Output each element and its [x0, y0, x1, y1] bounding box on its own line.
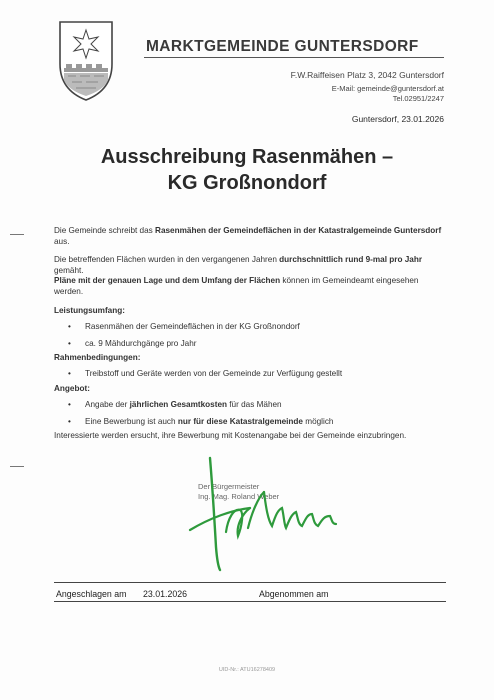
bullet-marker: •	[68, 417, 71, 426]
footer-rule-bottom	[54, 601, 446, 602]
closing-paragraph: Interessierte werden ersucht, ihre Bewerbung mit Kostenangabe bei der Gemeinde einzubringen.	[54, 431, 407, 440]
phone-number: Tel.02951/2247	[392, 94, 444, 103]
bullet-marker: •	[68, 322, 71, 331]
document-date: Guntersdorf, 23.01.2026	[351, 114, 444, 124]
section-heading-offer: Angebot:	[54, 384, 90, 393]
posted-date: 23.01.2026	[143, 589, 188, 599]
offer-item-2: Eine Bewerbung ist auch nur für diese Katastralgemeinde möglich	[85, 417, 334, 426]
municipal-crest-logo	[54, 18, 118, 102]
document-title-line-2: KG Großnondorf	[167, 172, 327, 194]
bullet-marker: •	[68, 369, 71, 378]
offer-item-1: Angabe der jährlichen Gesamtkosten für das Mähen	[85, 400, 282, 409]
scope-item-2: ca. 9 Mähdurchgänge pro Jahr	[85, 339, 197, 348]
history-paragraph: Die betreffenden Flächen wurden in den vergangenen Jahren durchschnittlich rund 9-mal pro Jahr gemäht. Pläne mit der genauen Lage und dem Umfang der Flächen können im Gemeindeamt eingesehen werden.	[54, 255, 423, 296]
bullet-marker: •	[68, 339, 71, 348]
uid-number: UID-Nr.: ATU16278409	[218, 667, 276, 673]
intro-paragraph: Die Gemeinde schreibt das Rasenmähen der Gemeindeflächen in der Katastralgemeinde Guntersdorf aus.	[54, 226, 442, 246]
signatory-name: Ing. Mag. Roland Weber	[198, 492, 280, 501]
conditions-item-1: Treibstoff und Geräte werden von der Gemeinde zur Verfügung gestellt	[85, 369, 343, 378]
section-heading-scope: Leistungsumfang:	[54, 306, 125, 315]
fold-mark	[10, 234, 24, 235]
scope-item-1: Rasenmähen der Gemeindeflächen in der KG Großnondorf	[85, 322, 300, 331]
header-divider	[144, 57, 444, 58]
postal-address: F.W.Raiffeisen Platz 3, 2042 Guntersdorf	[290, 70, 444, 80]
bullet-marker: •	[68, 400, 71, 409]
footer-rule-top	[54, 582, 446, 583]
email-address: E-Mail: gemeinde@guntersdorf.at	[331, 84, 444, 93]
section-heading-conditions: Rahmenbedingungen:	[54, 353, 141, 362]
document-title-line-1: Ausschreibung Rasenmähen –	[100, 146, 394, 168]
signatory-role: Der Bürgermeister	[198, 482, 260, 491]
handwritten-signature	[180, 452, 370, 572]
municipality-name: MARKTGEMEINDE GUNTERSDORF	[146, 38, 419, 55]
removed-label: Abgenommen am	[259, 589, 329, 599]
posted-label: Angeschlagen am	[56, 589, 127, 599]
fold-mark	[10, 466, 24, 467]
